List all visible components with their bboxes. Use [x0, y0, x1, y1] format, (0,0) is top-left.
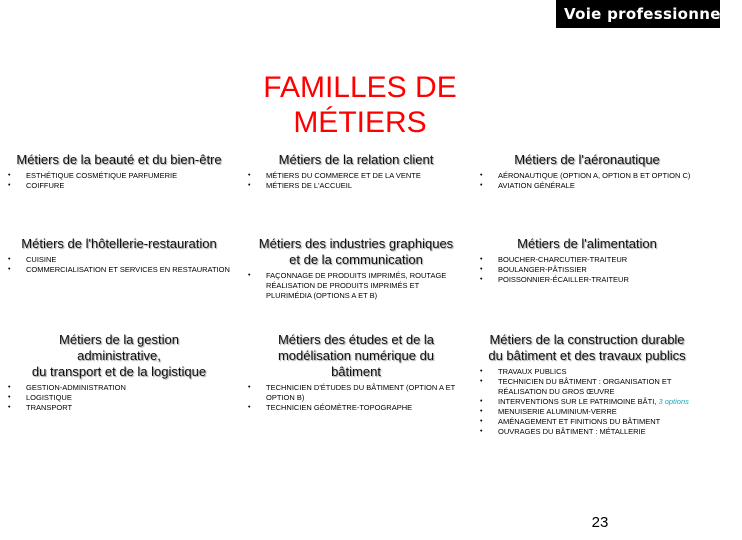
- page-title-line-1: FAMILLES DE: [263, 71, 457, 104]
- list-item: • INTERVENTIONS SUR LE PATRIMOINE BÂTI, 3 options: [480, 397, 689, 406]
- section-label: Voie professionnelle: [556, 0, 720, 28]
- list-item: • MENUISERIE ALUMINIUM-VERRE: [480, 407, 617, 416]
- item-list: [246, 383, 466, 413]
- list-item: • TECHNICIEN D'ÉTUDES DU BÂTIMENT (OPTION A ET OPTION B): [248, 383, 456, 402]
- card-aeronautique: [478, 152, 696, 191]
- card-industries-graphiques: [246, 236, 466, 301]
- list-item: • BOULANGER-PÂTISSIER: [480, 265, 587, 274]
- item-list: [478, 255, 696, 285]
- list-item: • AÉRONAUTIQUE (OPTION A, OPTION B ET OPTION C): [480, 171, 691, 180]
- card-title: Métiers de la gestion administrative, du transport et de la logistique: [31, 332, 207, 379]
- list-item: • GESTION-ADMINISTRATION: [8, 383, 126, 392]
- list-item: • COIFFURE: [8, 181, 65, 190]
- card-gestion-logistique: [6, 332, 232, 413]
- page-number: 23: [591, 514, 609, 531]
- list-item: • MÉTIERS DE L'ACCUEIL: [248, 181, 353, 190]
- item-list: [6, 383, 232, 413]
- card-title: Métiers de l'hôtellerie-restauration: [21, 236, 217, 251]
- card-etudes-batiment: [246, 332, 466, 413]
- card-relation-client: [246, 152, 466, 191]
- card-beaute: [6, 152, 232, 191]
- card-hotellerie: [6, 236, 232, 275]
- page-title: [0, 70, 720, 140]
- list-item: • ESTHÉTIQUE COSMÉTIQUE PARFUMERIE: [8, 171, 178, 180]
- list-item: • FAÇONNAGE DE PRODUITS IMPRIMÉS, ROUTAGE RÉALISATION DE PRODUITS IMPRIMÉS ET PLURIMÉDIA (OPTIONS A ET B): [248, 271, 447, 300]
- list-item: • TRANSPORT: [8, 403, 73, 412]
- list-item: • AMÉNAGEMENT ET FINITIONS DU BÂTIMENT: [480, 417, 661, 426]
- card-construction-durable: [478, 332, 696, 437]
- item-list: [6, 171, 232, 191]
- item-list: [246, 271, 466, 301]
- item-list: [6, 255, 232, 275]
- list-item: • POISSONNIER-ÉCAILLER-TRAITEUR: [480, 275, 629, 284]
- list-item: • LOGISTIQUE: [8, 393, 72, 402]
- item-list: [478, 171, 696, 191]
- card-title: Métiers de la beauté et du bien-être: [16, 152, 222, 167]
- card-alimentation: [478, 236, 696, 285]
- card-title: Métiers des études et de la modélisation numérique du bâtiment: [277, 332, 435, 379]
- card-title: Métiers de l'aéronautique: [514, 152, 660, 167]
- list-item: • MÉTIERS DU COMMERCE ET DE LA VENTE: [248, 171, 421, 180]
- list-item: • TECHNICIEN GÉOMÈTRE-TOPOGRAPHE: [248, 403, 413, 412]
- options-note: 3 options: [658, 397, 689, 406]
- list-item: • AVIATION GÉNÉRALE: [480, 181, 575, 190]
- item-list: [246, 171, 466, 191]
- card-title: Métiers de l'alimentation: [517, 236, 657, 251]
- list-item: • TECHNICIEN DU BÂTIMENT : ORGANISATION ET RÉALISATION DU GROS ŒUVRE: [480, 377, 672, 396]
- item-list: [478, 367, 696, 437]
- card-title: Métiers des industries graphiques et de la communication: [258, 236, 454, 267]
- card-title: Métiers de la relation client: [278, 152, 434, 167]
- page-title-line-2: MÉTIERS: [293, 106, 427, 139]
- list-item: • OUVRAGES DU BÂTIMENT : MÉTALLERIE: [480, 427, 646, 436]
- list-item: • COMMERCIALISATION ET SERVICES EN RESTAURATION: [8, 265, 230, 274]
- list-item: • CUISINE: [8, 255, 57, 264]
- list-item: • TRAVAUX PUBLICS: [480, 367, 567, 376]
- list-item: • BOUCHER-CHARCUTIER-TRAITEUR: [480, 255, 628, 264]
- card-title: Métiers de la construction durable du bâtiment et des travaux publics: [488, 332, 686, 363]
